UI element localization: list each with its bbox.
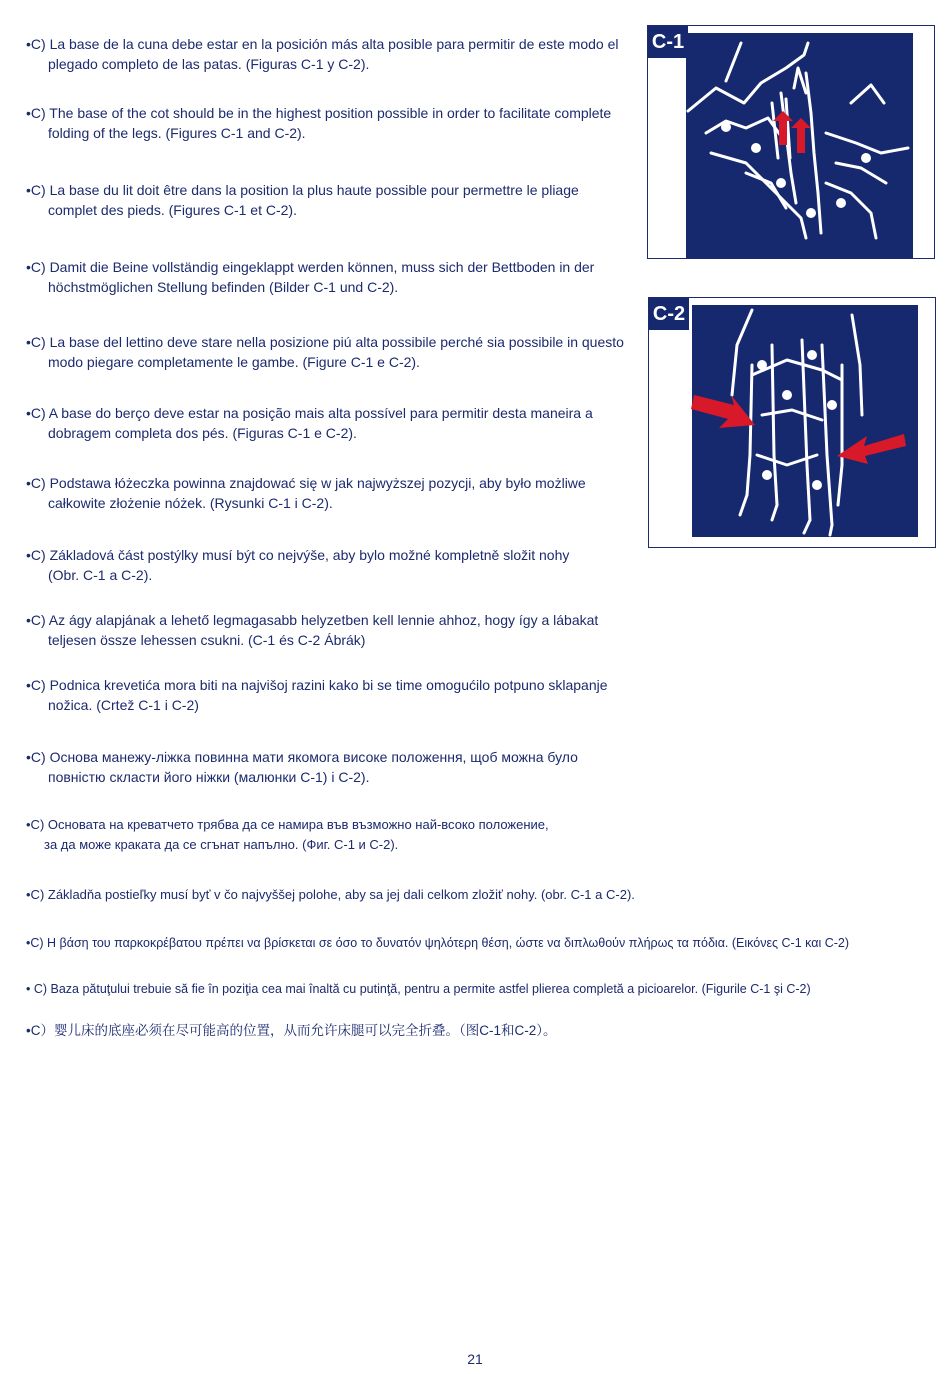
paragraph-es — [26, 34, 618, 74]
paragraph-line: •C) Основа манежу-ліжка повинна мати якомога високе положення, щоб можна було — [26, 749, 578, 765]
paragraph-de — [26, 257, 594, 297]
paragraph-pt — [26, 403, 593, 443]
paragraph-line: повністю скласти його ніжки (малюнки С-1) і С-2). — [48, 769, 370, 785]
page-number: 21 — [467, 1351, 483, 1367]
paragraph-sk: •C) Základňa postieľky musí byť v čo najvyššej polohe, aby sa jej dali celkom zložiť nohy. (obr. C-1 a C-2). — [26, 887, 635, 902]
paragraph-line: teljesen össze lehessen csukni. (C-1 és C-2 Ábrák) — [48, 632, 366, 648]
paragraph-bg — [26, 815, 549, 855]
paragraph-line: •C) Podstawa łóżeczka powinna znajdować się w jak najwyższej pozycji, aby było możliwe — [26, 475, 586, 491]
paragraph-hr — [26, 675, 608, 715]
paragraph-line: höchstmöglichen Stellung befinden (Bilder C-1 und C-2). — [48, 279, 399, 295]
paragraph-line: complet des pieds. (Figures C-1 et C-2). — [48, 202, 297, 218]
paragraph-line: •C) La base de la cuna debe estar en la posición más alta posible para permitir de este modo el — [26, 36, 619, 52]
paragraph-zh: •C）婴儿床的底座必须在尽可能高的位置，从而允许床腿可以完全折叠。（图C-1和C-2）。 — [26, 1023, 557, 1038]
paragraph-pl — [26, 473, 586, 513]
paragraph-line: •C) Az ágy alapjának a lehető legmagasabb helyzetben kell lennie ahhoz, hogy így a lábakat — [26, 612, 599, 628]
paragraph-line: modo piegare completamente le gambe. (Figure C-1 e C-2). — [48, 354, 420, 370]
paragraph-line: •C) La base del lettino deve stare nella posizione piú alta possibile perché sia possibile in questo — [26, 334, 624, 350]
paragraph-line: folding of the legs. (Figures C-1 and C-2). — [48, 125, 306, 141]
figure-c1-label: C-1 — [648, 26, 688, 58]
figure-c1 — [647, 25, 935, 259]
folded-cot-legs-illustration — [686, 33, 913, 258]
figure-c1-illustration — [686, 33, 913, 258]
paragraph-en — [26, 103, 611, 143]
paragraph-line: dobragem completa dos pés. (Figuras C-1 e C-2). — [48, 425, 357, 441]
right-red-arrow-icon — [834, 428, 909, 468]
paragraph-el: •C) Η βάση του παρκοκρέβατου πρέπει να βρίσκεται σε όσο το δυνατόν ψηλότερη θέση, ώστε να διπλωθούν πλήρως τα πόδια. (Εικόνες C-1 και C-2) — [26, 936, 850, 950]
left-red-arrow-icon — [689, 383, 759, 438]
paragraph-line: nožica. (Crtež C-1 i C-2) — [48, 697, 199, 713]
paragraph-line: całkowite złożenie nóżek. (Rysunki C-1 i C-2). — [48, 495, 333, 511]
paragraph-line: за да може краката да се сгънат напълно. (Фиг. С-1 и С-2). — [44, 837, 399, 852]
paragraph-line: •C) The base of the cot should be in the highest position possible in order to facilitate complete — [26, 105, 612, 121]
figure-c2-label: C-2 — [649, 298, 689, 330]
paragraph-line: plegado completo de las patas. (Figuras C-1 y C-2). — [48, 56, 370, 72]
paragraph-line: •С) Основата на креватчето трябва да се намира във възможно най-всоко положение, — [26, 817, 549, 832]
paragraph-fr — [26, 180, 579, 220]
paragraph-line: •C) A base do berço deve estar na posição mais alta possível para permitir desta maneira a — [26, 405, 593, 421]
paragraph-line: (Obr. C-1 a C-2). — [48, 567, 153, 583]
paragraph-cs — [26, 545, 569, 585]
figure-c2 — [648, 297, 936, 548]
paragraph-line: •C) Damit die Beine vollständig eingeklappt werden können, muss sich der Bettboden in der — [26, 259, 595, 275]
paragraph-ro: • C) Baza pătuţului trebuie să fie în poziţia cea mai înaltă cu putinţă, pentru a permite astfel plierea completă a picioarelor. (Figurile C-1 şi C-2) — [26, 982, 811, 996]
paragraph-line: •C) Základová část postýlky musí být co nejvýše, aby bylo možné kompletně složit nohy — [26, 547, 570, 563]
paragraph-line: •C) Podnica krevetića mora biti na najvišoj razini kako bi se time omogućilo potpuno sklapanje — [26, 677, 608, 693]
paragraph-hu — [26, 610, 598, 650]
paragraph-line: •C) La base du lit doit être dans la position la plus haute possible pour permettre le pliage — [26, 182, 579, 198]
paragraph-it — [26, 332, 624, 372]
paragraph-uk — [26, 747, 578, 787]
